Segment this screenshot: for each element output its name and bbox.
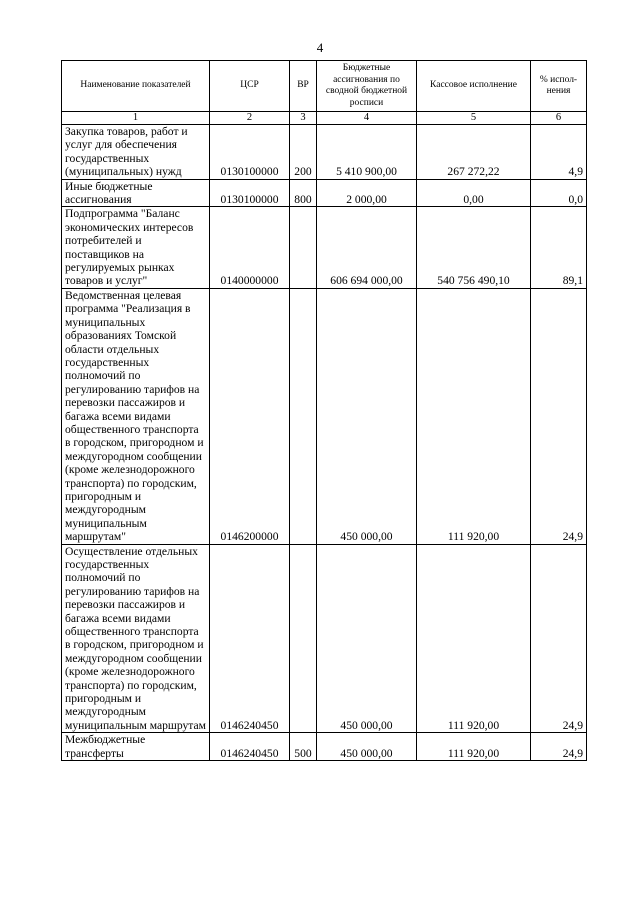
row-vr [290,207,317,288]
row-vr: 500 [290,733,317,761]
table-row [62,288,587,544]
table-header-row [62,61,587,112]
row-cash: 540 756 490,10 [417,207,531,288]
row-cash: 111 920,00 [417,733,531,761]
row-cash: 267 272,22 [417,125,531,180]
header-budget: Бюджетные ассигнования по сводной бюджетной росписи [317,61,417,112]
row-vr: 200 [290,125,317,180]
row-csr: 0140000000 [210,207,290,288]
row-csr: 0146240450 [210,544,290,733]
row-percent: 24,9 [531,544,587,733]
table-row [62,125,587,180]
row-budget: 450 000,00 [317,733,417,761]
table-row [62,179,587,207]
row-csr: 0130100000 [210,179,290,207]
row-percent: 0,0 [531,179,587,207]
column-number: 4 [317,112,417,125]
table-row [62,733,587,761]
table-row [62,207,587,288]
row-percent: 89,1 [531,207,587,288]
row-name: Ведомственная целевая программа "Реализация в муниципальных образованиях Томской области отдельных государственных полномочий по регулированию тарифов на перевозки пассажиров и багажа всеми видами общественного транспорта в городском, пригородном и междугородном сообщении (кроме железнодорожного транспорта) по городским, пригородным и междугородным муниципальным маршрутам" [62,288,210,544]
row-name: Межбюджетные трансферты [62,733,210,761]
header-name: Наименование показателей [62,61,210,112]
column-number: 6 [531,112,587,125]
row-budget: 5 410 900,00 [317,125,417,180]
row-csr: 0146200000 [210,288,290,544]
row-cash: 111 920,00 [417,288,531,544]
row-percent: 24,9 [531,733,587,761]
column-number-row [62,112,587,125]
row-budget: 450 000,00 [317,544,417,733]
column-number: 3 [290,112,317,125]
column-number: 5 [417,112,531,125]
row-name: Иные бюджетные ассигнования [62,179,210,207]
row-budget: 2 000,00 [317,179,417,207]
header-cash: Кассовое исполнение [417,61,531,112]
row-percent: 4,9 [531,125,587,180]
page-number: 4 [316,40,324,55]
header-csr: ЦСР [210,61,290,112]
column-number: 2 [210,112,290,125]
column-number: 1 [62,112,210,125]
row-percent: 24,9 [531,288,587,544]
row-csr: 0146240450 [210,733,290,761]
row-vr [290,288,317,544]
row-name: Осуществление отдельных государственных полномочий по регулированию тарифов на перевозки пассажиров и багажа всеми видами общественного транспорта в городском, пригородном и междугородном сообщении (кроме железнодорожного транспорта) по городским, пригородным и междугородным муниципальным маршрутам [62,544,210,733]
row-vr [290,544,317,733]
row-budget: 450 000,00 [317,288,417,544]
row-vr: 800 [290,179,317,207]
header-vr: ВР [290,61,317,112]
header-percent: % испол-нения [531,61,587,112]
row-name: Закупка товаров, работ и услуг для обеспечения государственных (муниципальных) нужд [62,125,210,180]
row-name: Подпрограмма "Баланс экономических интересов потребителей и поставщиков на регулируемых рынках товаров и услуг" [62,207,210,288]
row-budget: 606 694 000,00 [317,207,417,288]
row-csr: 0130100000 [210,125,290,180]
table-row [62,544,587,733]
budget-execution-table [61,60,587,761]
row-cash: 111 920,00 [417,544,531,733]
row-cash: 0,00 [417,179,531,207]
